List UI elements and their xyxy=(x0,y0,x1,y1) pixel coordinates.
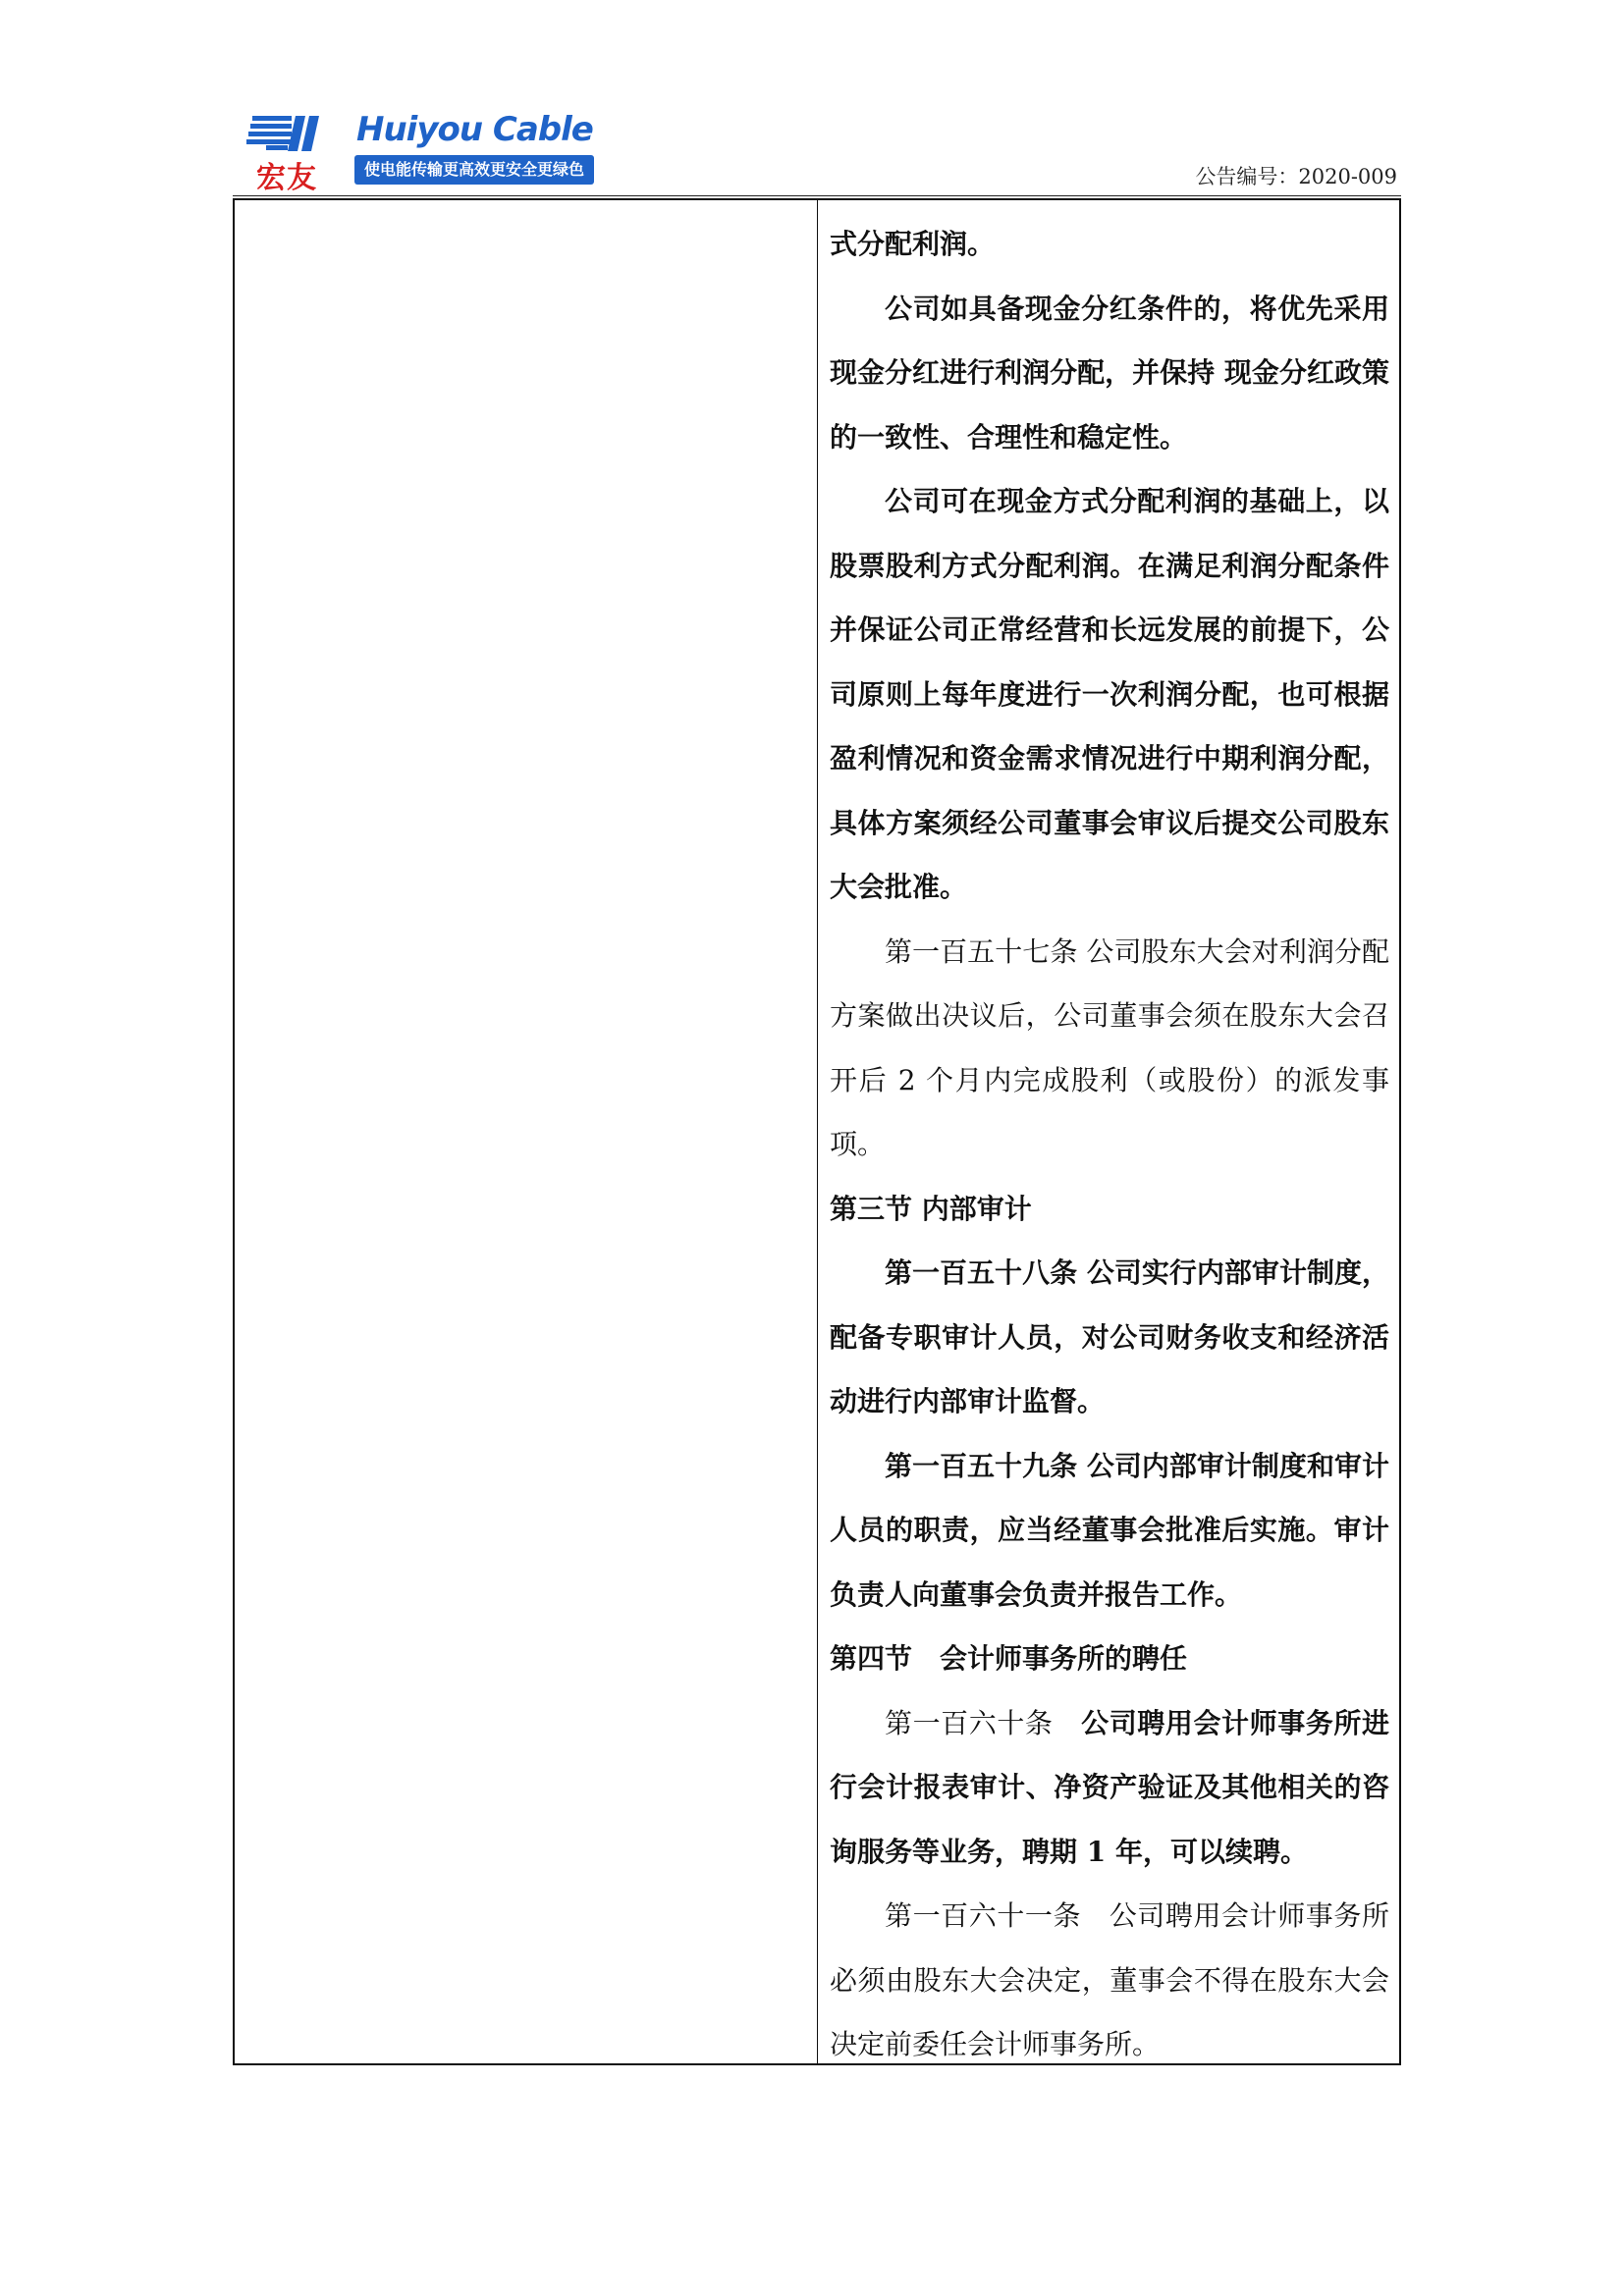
table-column-revised xyxy=(818,200,1399,2063)
article-157: 第一百五十七条 公司股东大会对利润分配方案做出决议后，公司董事会须在股东大会召开后 2 个月内完成股利（或股份）的派发事项。 xyxy=(830,934,1389,1160)
article-160-body: 公司聘用会计师事务所进行会计报表审计、净资产验证及其他相关的咨询服务等业务，聘期 1 年，可以续聘。 xyxy=(830,1706,1389,1868)
logo-brand-en: Huiyou Cable xyxy=(356,110,593,149)
company-logo xyxy=(246,106,669,195)
logo-slogan: 使电能传输更高效更安全更绿色 xyxy=(354,155,594,185)
table-column-original xyxy=(235,200,818,2063)
header-divider xyxy=(233,195,1401,196)
section-3-title: 第三节 内部审计 xyxy=(830,1192,1032,1225)
article-161: 第一百六十一条 公司聘用会计师事务所必须由股东大会决定，董事会不得在股东大会决定前委任会计师事务所。 xyxy=(830,1899,1389,2060)
logo-brand-cn: 宏友 xyxy=(256,161,317,195)
paragraph-3: 公司可在现金方式分配利润的基础上，以股票股利方式分配利润。在满足利润分配条件并保证公司正常经营和长远发展的前提下，公司原则上每年度进行一次利润分配，也可根据盈利情况和资金需求情况进行中期利润分配，具体方案须经公司董事会审议后提交公司股东大会批准。 xyxy=(830,485,1389,903)
comparison-table xyxy=(233,198,1401,2065)
paragraph-2: 公司如具备现金分红条件的，将优先采用现金分红进行利润分配，并保持 现金分红政策的一致性、合理性和稳定性。 xyxy=(830,292,1389,454)
article-160 xyxy=(830,1691,1389,1885)
article-160-number: 第一百六十条 xyxy=(885,1706,1082,1739)
section-4-title: 第四节 会计师事务所的聘任 xyxy=(830,1642,1188,1675)
notice-number: 公告编号：2020-009 xyxy=(1195,165,1397,188)
article-158: 第一百五十八条 公司实行内部审计制度，配备专职审计人员，对公司财务收支和经济活动进行内部审计监督。 xyxy=(830,1256,1389,1417)
paragraph-1: 式分配利润。 xyxy=(830,228,996,260)
article-159: 第一百五十九条 公司内部审计制度和审计人员的职责，应当经董事会批准后实施。审计负责人向董事会负责并报告工作。 xyxy=(830,1449,1389,1611)
page-header xyxy=(233,106,1401,196)
